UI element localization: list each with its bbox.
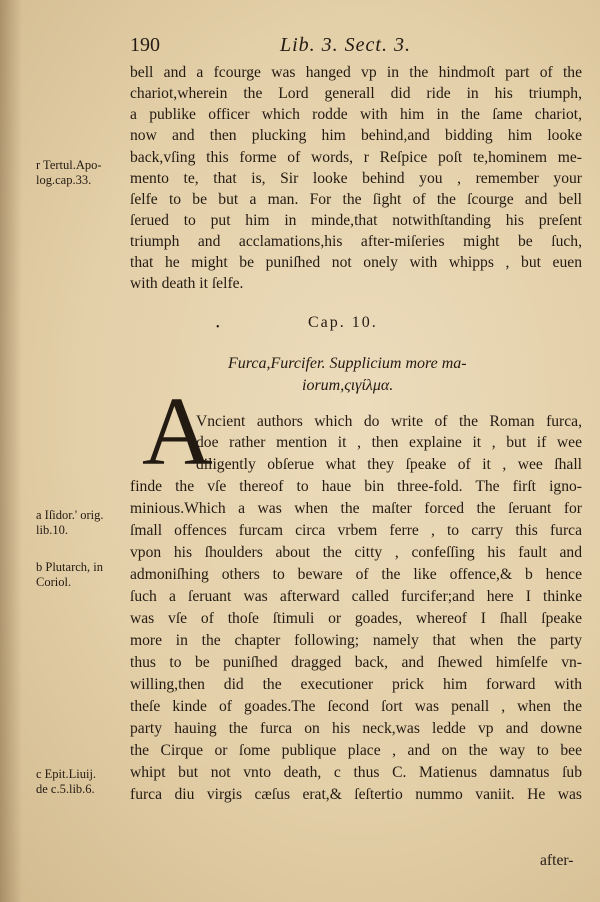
text-line: was vſe of thoſe ſtimuli or goades, whereof I ſhall ſpeake: [130, 610, 582, 627]
text-line: diligently obſerue what they ſpeake of it , wee ſhall: [196, 456, 582, 473]
margin-note-line: Coriol.: [36, 575, 72, 589]
drop-capital: A: [142, 378, 213, 486]
text-line: Vncient authors which do write of the Roman furca,: [196, 413, 582, 430]
page-number: 190: [130, 34, 160, 56]
margin-note-r: [36, 158, 102, 188]
chapter-subtitle-cont: iorum,ςιγίλμα.: [302, 377, 394, 394]
margin-note-b: [36, 560, 103, 590]
text-line: that he might be puniſhed not onely with whipps , but euen: [130, 254, 582, 271]
text-line: triumph and acclamations,his after-miſeries might be ſuch,: [130, 233, 582, 250]
text-line: back,vſing this forme of words, r Reſpice poſt te,hominem me-: [130, 149, 582, 166]
text-line: ſelfe to be but a man. For the ſight of the ſcourge and bell: [130, 191, 582, 208]
text-line: with death it ſelfe.: [130, 275, 244, 292]
text-line: now and then plucking him behind,and bidding him looke: [130, 127, 582, 144]
text-line: ſuch a ſeruant was afterward called furcifer;and here I thinke: [130, 588, 582, 605]
text-line: thus to be puniſhed dragged back, and ſhewed himſelfe vn-: [130, 654, 582, 671]
text-line: doe rather mention it , then explaine it , but if wee: [196, 434, 582, 451]
text-line: admoniſhing others to beware of the like offence,& b hence: [130, 566, 582, 583]
gutter-shadow: [0, 0, 22, 902]
text-line: the Cirque or ſome publique place , and on the way to bee: [130, 742, 582, 759]
text-line: ſmall offences furcam circa vrbem ferre , to carry this furca: [130, 522, 582, 539]
text-line: willing,then did the executioner prick him forward with: [130, 676, 582, 693]
margin-note-line: lib.10.: [36, 523, 68, 537]
text-line: a publike officer which rodde with him in the ſame chariot,: [130, 106, 582, 123]
text-line: theſe kinde of goades.The ſecond ſort was penall , when the: [130, 698, 582, 715]
text-line: vpon his ſhoulders about the citty , confeſſing his fault and: [130, 544, 582, 561]
running-head: Lib. 3. Sect. 3.: [280, 34, 411, 56]
margin-note-line: log.cap.33.: [36, 173, 92, 187]
text-line: chariot,wherein the Lord generall did ride in his triumph,: [130, 85, 582, 102]
margin-note-line: r Tertul.Apo-: [36, 158, 102, 172]
text-line: ſerued to put him in minde,that notwithſtanding his preſent: [130, 212, 582, 229]
text-line: minious.Which a was when the maſter forced the ſeruant for: [130, 500, 582, 517]
text-line: mento te, that is, Sir looke behind you , remember your: [130, 170, 582, 187]
margin-note-line: de c.5.lib.6.: [36, 782, 95, 796]
text-line: whipt but not vnto death, c thus C. Matienus damnatus ſub: [130, 764, 582, 781]
text-line: furca diu virgis cæſus erat,& ſeſtertio nummo vaniit. He was: [130, 786, 582, 803]
chapter-title: Cap. 10.: [308, 314, 378, 331]
margin-note-line: b Plutarch, in: [36, 560, 104, 574]
ornament-dot: •: [216, 322, 220, 333]
text-line: more in the chapter following; namely that when the party: [130, 632, 582, 649]
text-line: finde the vſe thereof to haue bin three-fold. The firſt igno-: [130, 478, 582, 495]
catchword: after-: [540, 852, 574, 869]
margin-note-a: [36, 508, 104, 538]
text-line: bell and a fcourge was hanged vp in the hindmoſt part of the: [130, 64, 582, 81]
margin-note-line: a Iſidor.' orig.: [36, 508, 104, 522]
margin-note-line: c Epit.Liuij.: [36, 767, 97, 781]
text-line: party hauing the furca on his neck,was ledde vp and downe: [130, 720, 582, 737]
margin-note-c: [36, 767, 96, 797]
chapter-subtitle: Furca,Furcifer. Supplicium more ma-: [228, 355, 467, 372]
